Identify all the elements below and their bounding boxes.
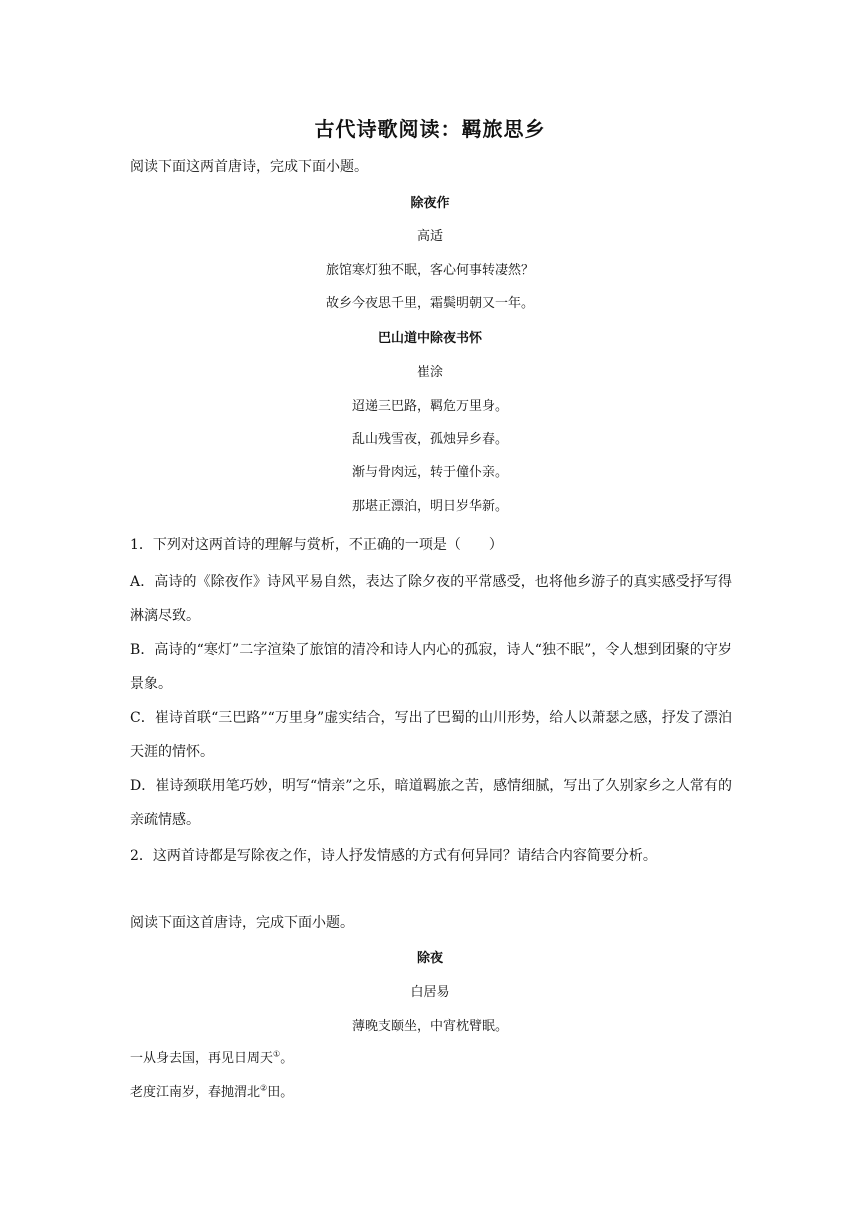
poem3-line: 薄晚支颐坐，中宵枕臂眠。 <box>351 1019 508 1034</box>
poem2-author: 崔涂 <box>416 365 443 380</box>
section1-intro: 阅读下面这两首唐诗，完成下面小题。 <box>130 159 368 175</box>
poem2-line: 那堪正漂泊，明日岁华新。 <box>351 499 508 514</box>
poem2-line: 乱山残雪夜，孤烛异乡春。 <box>351 432 508 447</box>
question-1-stem: 1．下列对这两首诗的理解与赏析，不正确的一项是（ ） <box>130 537 503 553</box>
poem1-line: 故乡今夜思千里，霜鬓明朝又一年。 <box>325 296 534 311</box>
footnote-marker: ② <box>260 1083 268 1093</box>
poem3-line <box>130 1047 293 1066</box>
question-1-option-d: D．崔诗颈联用笔巧妙，明写“情亲”之乐，暗道羁旅之苦，感情细腻，写出了久别家乡之人常有的亲疏情感。 <box>130 778 732 828</box>
poem2-title: 巴山道中除夜书怀 <box>377 331 482 346</box>
poem2-line: 渐与骨肉远，转于僮仆亲。 <box>351 465 508 480</box>
question-1-option-b: B．高诗的“寒灯”二字渲染了旅馆的清冷和诗人内心的孤寂，诗人“独不眠”，令人想到团聚的守岁景象。 <box>130 642 732 692</box>
poem3-line-punct: 。 <box>280 1051 294 1066</box>
poem3-line-text: 一从身去国，再见日周天 <box>130 1051 274 1066</box>
poem3-title: 除夜 <box>416 951 443 966</box>
poem2-line: 迢递三巴路，羁危万里身。 <box>351 399 508 414</box>
question-1-option-a: A．高诗的《除夜作》诗风平易自然，表达了除夕夜的平常感受，也将他乡游子的真实感受抒写得淋漓尽致。 <box>130 574 732 624</box>
poem1-title: 除夜作 <box>410 196 450 211</box>
page-title: 古代诗歌阅读：羁旅思乡 <box>314 117 546 141</box>
poem3-line <box>130 1081 293 1100</box>
poem3-line-text: 老度江南岁，春抛渭北 <box>130 1085 261 1100</box>
poem3-line-punct: 田。 <box>267 1085 294 1100</box>
poem1-author: 高适 <box>416 229 443 244</box>
poem1-line: 旅馆寒灯独不眠，客心何事转凄然？ <box>325 263 534 278</box>
footnote-marker: ① <box>273 1049 281 1059</box>
question-2: 2．这两首诗都是写除夜之作，诗人抒发情感的方式有何异同？请结合内容简要分析。 <box>130 848 657 864</box>
question-1-option-c: C．崔诗首联“三巴路”“万里身”虚实结合，写出了巴蜀的山川形势，给人以萧瑟之感，抒发了漂泊天涯的情怀。 <box>130 710 732 760</box>
section2-intro: 阅读下面这首唐诗，完成下面小题。 <box>130 915 354 931</box>
poem3-author: 白居易 <box>410 985 450 1000</box>
